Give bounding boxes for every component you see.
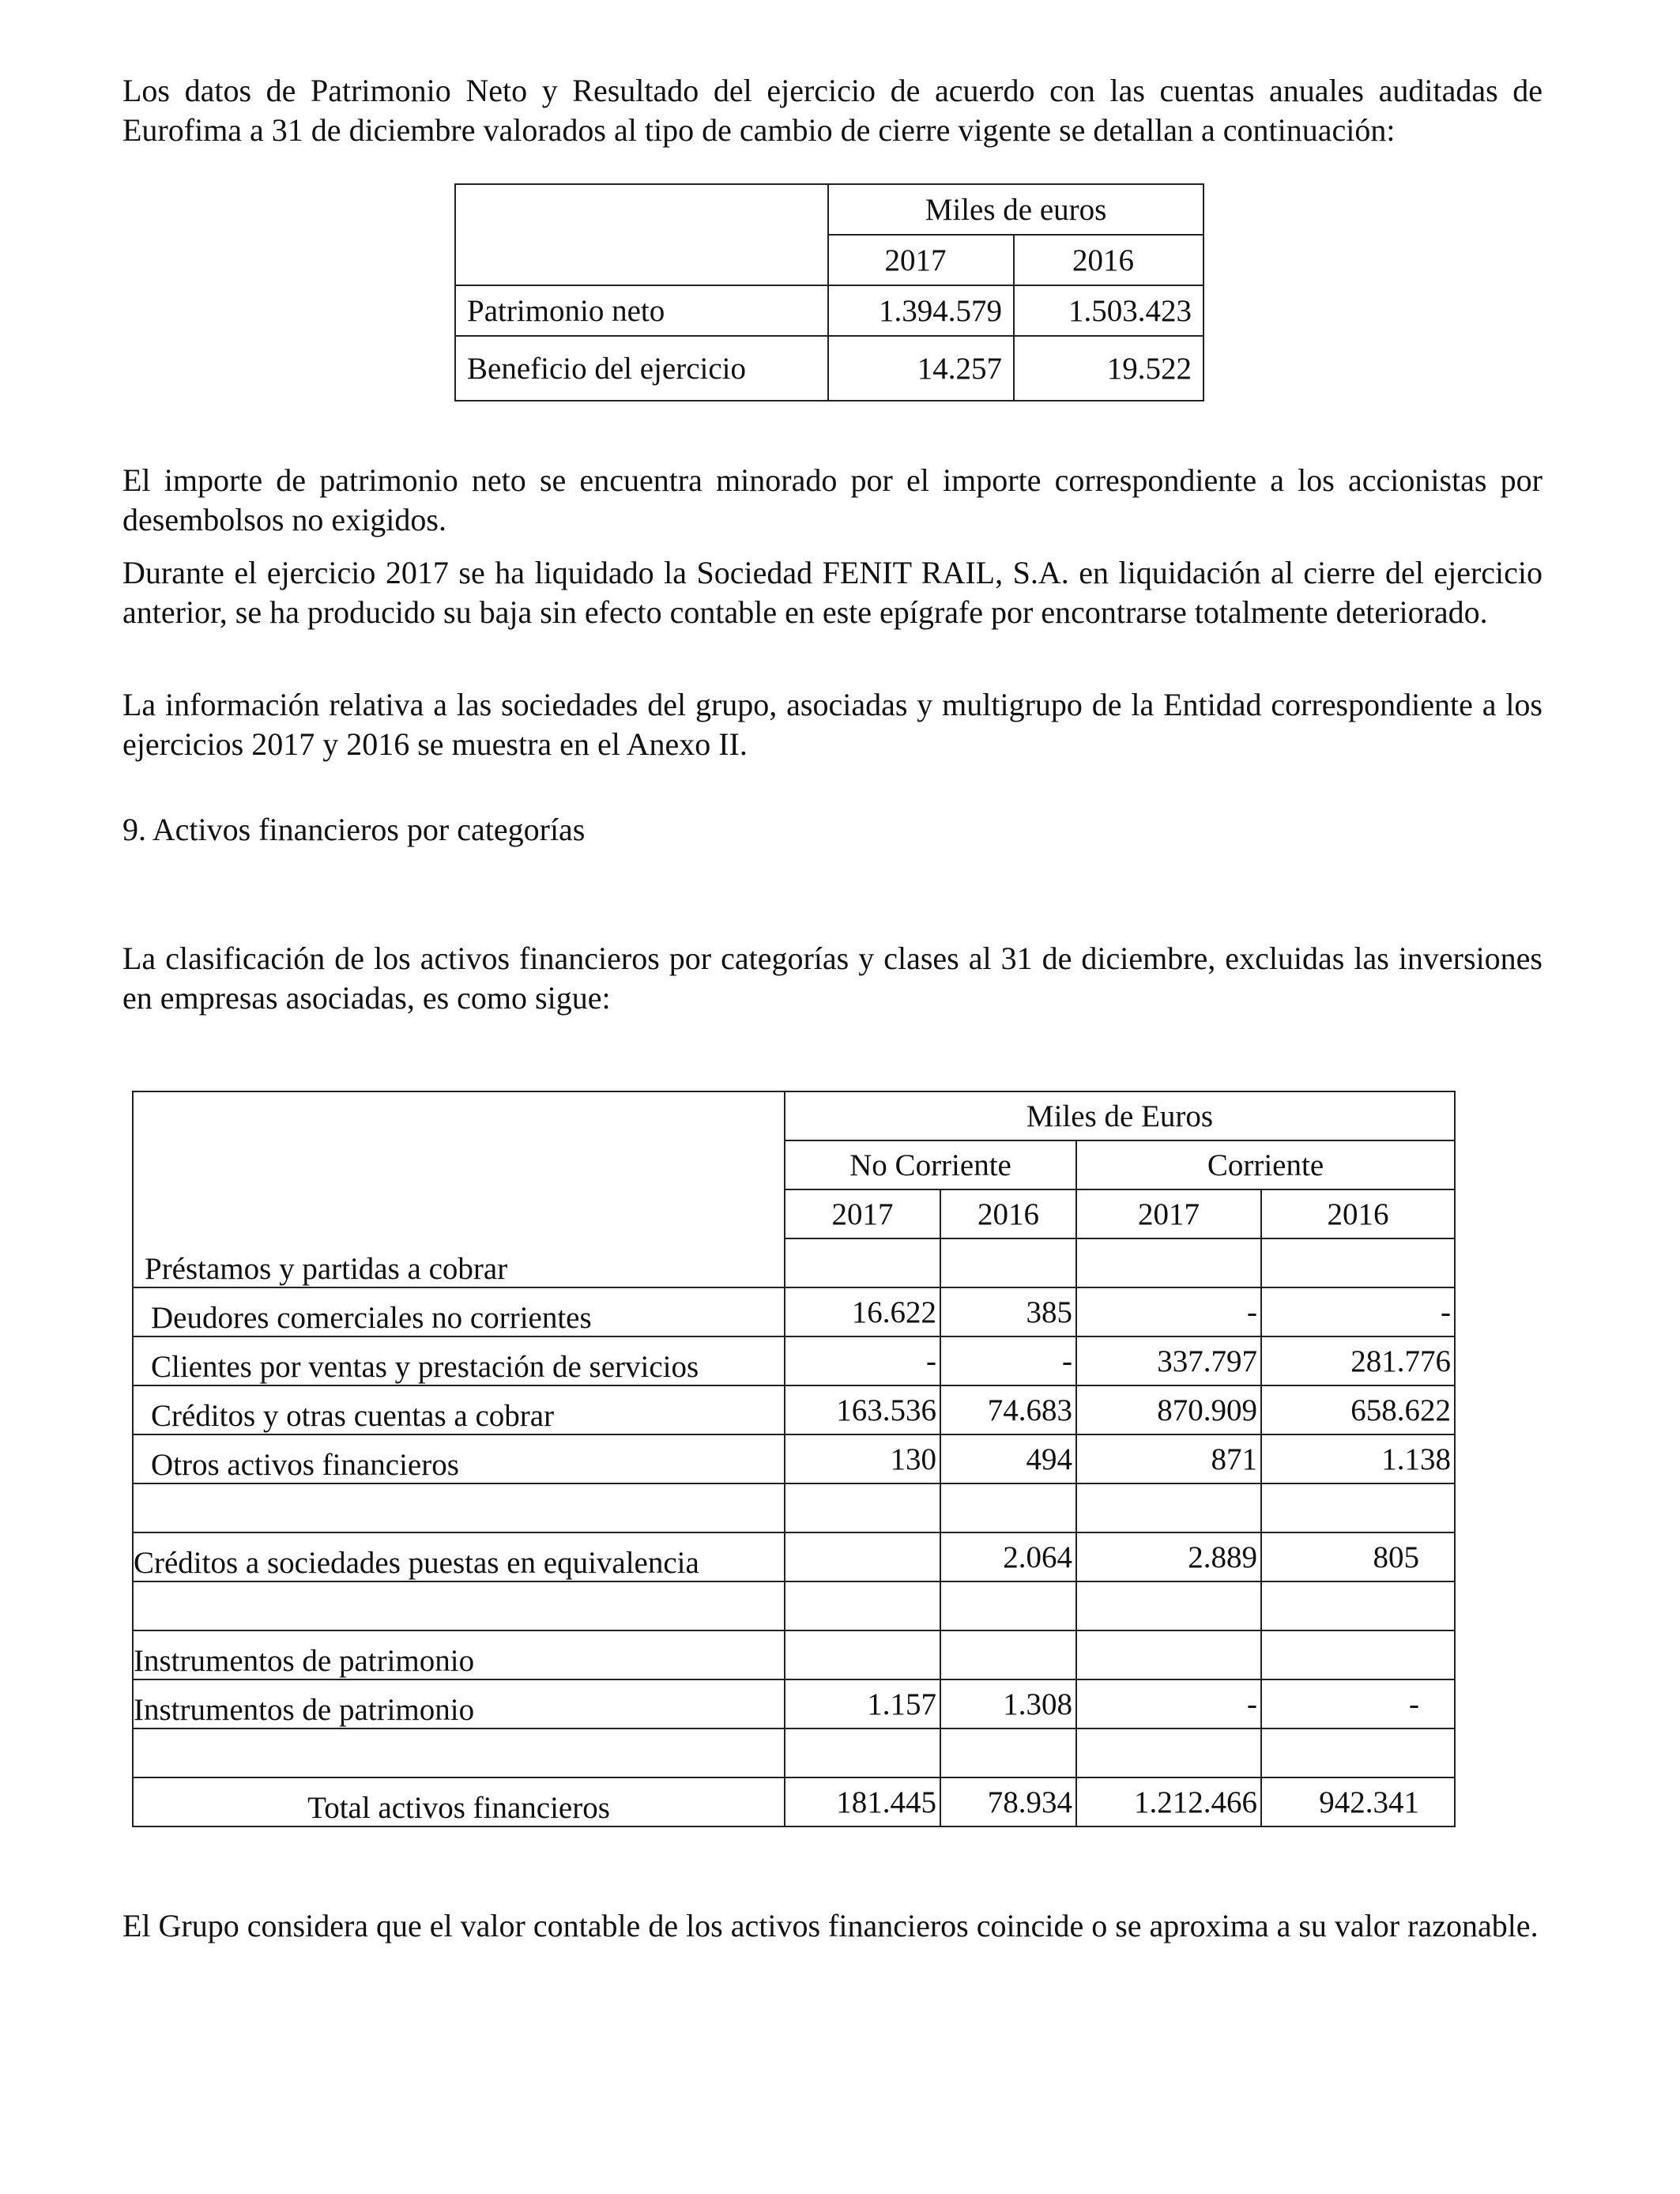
assets-total-cell: 1.212.466 <box>1076 1777 1261 1826</box>
assets-cell <box>785 1483 940 1532</box>
assets-cell <box>785 1238 940 1287</box>
assets-row-label <box>133 1728 785 1777</box>
assets-cell <box>940 1728 1076 1777</box>
assets-table-year: 2016 <box>1261 1189 1455 1238</box>
assets-row-label: Créditos y otras cuentas a cobrar <box>133 1385 785 1434</box>
assets-cell <box>940 1581 1076 1630</box>
assets-cell <box>940 1630 1076 1679</box>
assets-cell: 1.138 <box>1261 1434 1455 1483</box>
section-intro: La clasificación de los activos financieros por categorías y clases al 31 de diciembre, excluidas las inversiones en empresas asociadas, es como sigue: <box>122 941 1543 1016</box>
equity-table-year: 2017 <box>828 235 1014 285</box>
paragraph-equity-note: El importe de patrimonio neto se encuentra minorado por el importe correspondiente a los accionistas por desembolsos no exigidos. <box>122 462 1543 537</box>
intro-paragraph: Los datos de Patrimonio Neto y Resultado del ejercicio de acuerdo con las cuentas anuales auditadas de Eurofima a 31 de diciembre valorados al tipo de cambio de cierre vigente se detallan a continuación: <box>122 73 1543 148</box>
assets-cell: 871 <box>1076 1434 1261 1483</box>
assets-total-cell: 181.445 <box>785 1777 940 1826</box>
assets-total-cell: 78.934 <box>940 1777 1076 1826</box>
assets-row-label: Préstamos y partidas a cobrar <box>133 1238 785 1287</box>
equity-table <box>454 183 1204 401</box>
assets-cell <box>1076 1581 1261 1630</box>
equity-table-corner <box>455 184 828 285</box>
assets-row-label <box>133 1581 785 1630</box>
assets-cell <box>785 1728 940 1777</box>
assets-row-label: Otros activos financieros <box>133 1434 785 1483</box>
equity-row-label: Beneficio del ejercicio <box>455 336 828 401</box>
assets-row-label <box>133 1483 785 1532</box>
assets-table-year: 2017 <box>1076 1189 1261 1238</box>
assets-table-year: 2017 <box>785 1189 940 1238</box>
paragraph-anexo: La información relativa a las sociedades del grupo, asociadas y multigrupo de la Entidad correspondiente a los ejercicios 2017 y 2016 se muestra en el Anexo II. <box>122 687 1543 762</box>
assets-total-label: Total activos financieros <box>133 1777 785 1826</box>
assets-cell <box>1261 1581 1455 1630</box>
assets-cell: 1.157 <box>785 1679 940 1728</box>
assets-table-year: 2016 <box>940 1189 1076 1238</box>
assets-cell: 1.308 <box>940 1679 1076 1728</box>
equity-cell: 19.522 <box>1014 336 1203 401</box>
assets-table-group-header: No Corriente <box>785 1140 1076 1189</box>
assets-cell <box>785 1532 940 1581</box>
assets-cell: - <box>1076 1679 1261 1728</box>
assets-cell <box>1261 1630 1455 1679</box>
equity-row-label: Patrimonio neto <box>455 285 828 336</box>
assets-cell: 2.889 <box>1076 1532 1261 1581</box>
assets-cell <box>940 1238 1076 1287</box>
assets-cell <box>1261 1238 1455 1287</box>
assets-cell: - <box>1261 1287 1455 1336</box>
assets-row-label: Clientes por ventas y prestación de servicios <box>133 1336 785 1385</box>
assets-cell: - <box>940 1336 1076 1385</box>
paragraph-fenit-rail: Durante el ejercicio 2017 se ha liquidado la Sociedad FENIT RAIL, S.A. en liquidación al cierre del ejercicio anterior, se ha producido su baja sin efecto contable en este epígrafe por encontrarse totalmente deteriorado. <box>122 555 1543 630</box>
financial-assets-table <box>132 1091 1456 1827</box>
assets-cell: 870.909 <box>1076 1385 1261 1434</box>
assets-table-group-header: Corriente <box>1076 1140 1455 1189</box>
assets-cell: 494 <box>940 1434 1076 1483</box>
assets-row-label: Instrumentos de patrimonio <box>133 1679 785 1728</box>
assets-cell <box>1076 1238 1261 1287</box>
equity-table-unit-header: Miles de euros <box>828 184 1203 235</box>
assets-cell <box>785 1630 940 1679</box>
assets-cell <box>1261 1483 1455 1532</box>
closing-paragraph: El Grupo considera que el valor contable de los activos financieros coincide o se aproxima a su valor razonable. <box>122 1908 1539 1943</box>
assets-row-label: Deudores comerciales no corrientes <box>133 1287 785 1336</box>
assets-cell: 16.622 <box>785 1287 940 1336</box>
assets-cell <box>1261 1728 1455 1777</box>
assets-cell: 163.536 <box>785 1385 940 1434</box>
assets-row-label: Instrumentos de patrimonio <box>133 1630 785 1679</box>
assets-cell: 281.776 <box>1261 1336 1455 1385</box>
assets-total-cell: 942.341 <box>1261 1777 1455 1826</box>
section-heading: 9. Activos financieros por categorías <box>122 812 586 847</box>
equity-cell: 1.394.579 <box>828 285 1014 336</box>
assets-cell <box>785 1581 940 1630</box>
assets-cell <box>1076 1483 1261 1532</box>
assets-cell: - <box>785 1336 940 1385</box>
equity-cell: 14.257 <box>828 336 1014 401</box>
assets-cell <box>1076 1630 1261 1679</box>
assets-table-unit-header: Miles de Euros <box>785 1091 1455 1140</box>
assets-cell: 130 <box>785 1434 940 1483</box>
assets-cell: 658.622 <box>1261 1385 1455 1434</box>
assets-cell <box>940 1483 1076 1532</box>
assets-cell: 74.683 <box>940 1385 1076 1434</box>
assets-cell: 385 <box>940 1287 1076 1336</box>
assets-cell <box>1076 1728 1261 1777</box>
assets-cell: - <box>1076 1287 1261 1336</box>
assets-cell: 2.064 <box>940 1532 1076 1581</box>
equity-cell: 1.503.423 <box>1014 285 1203 336</box>
assets-cell: 805 <box>1261 1532 1455 1581</box>
equity-table-year: 2016 <box>1014 235 1203 285</box>
assets-cell: - <box>1261 1679 1455 1728</box>
assets-table-corner <box>133 1091 785 1238</box>
assets-row-label: Créditos a sociedades puestas en equivalencia <box>133 1532 785 1581</box>
assets-cell: 337.797 <box>1076 1336 1261 1385</box>
